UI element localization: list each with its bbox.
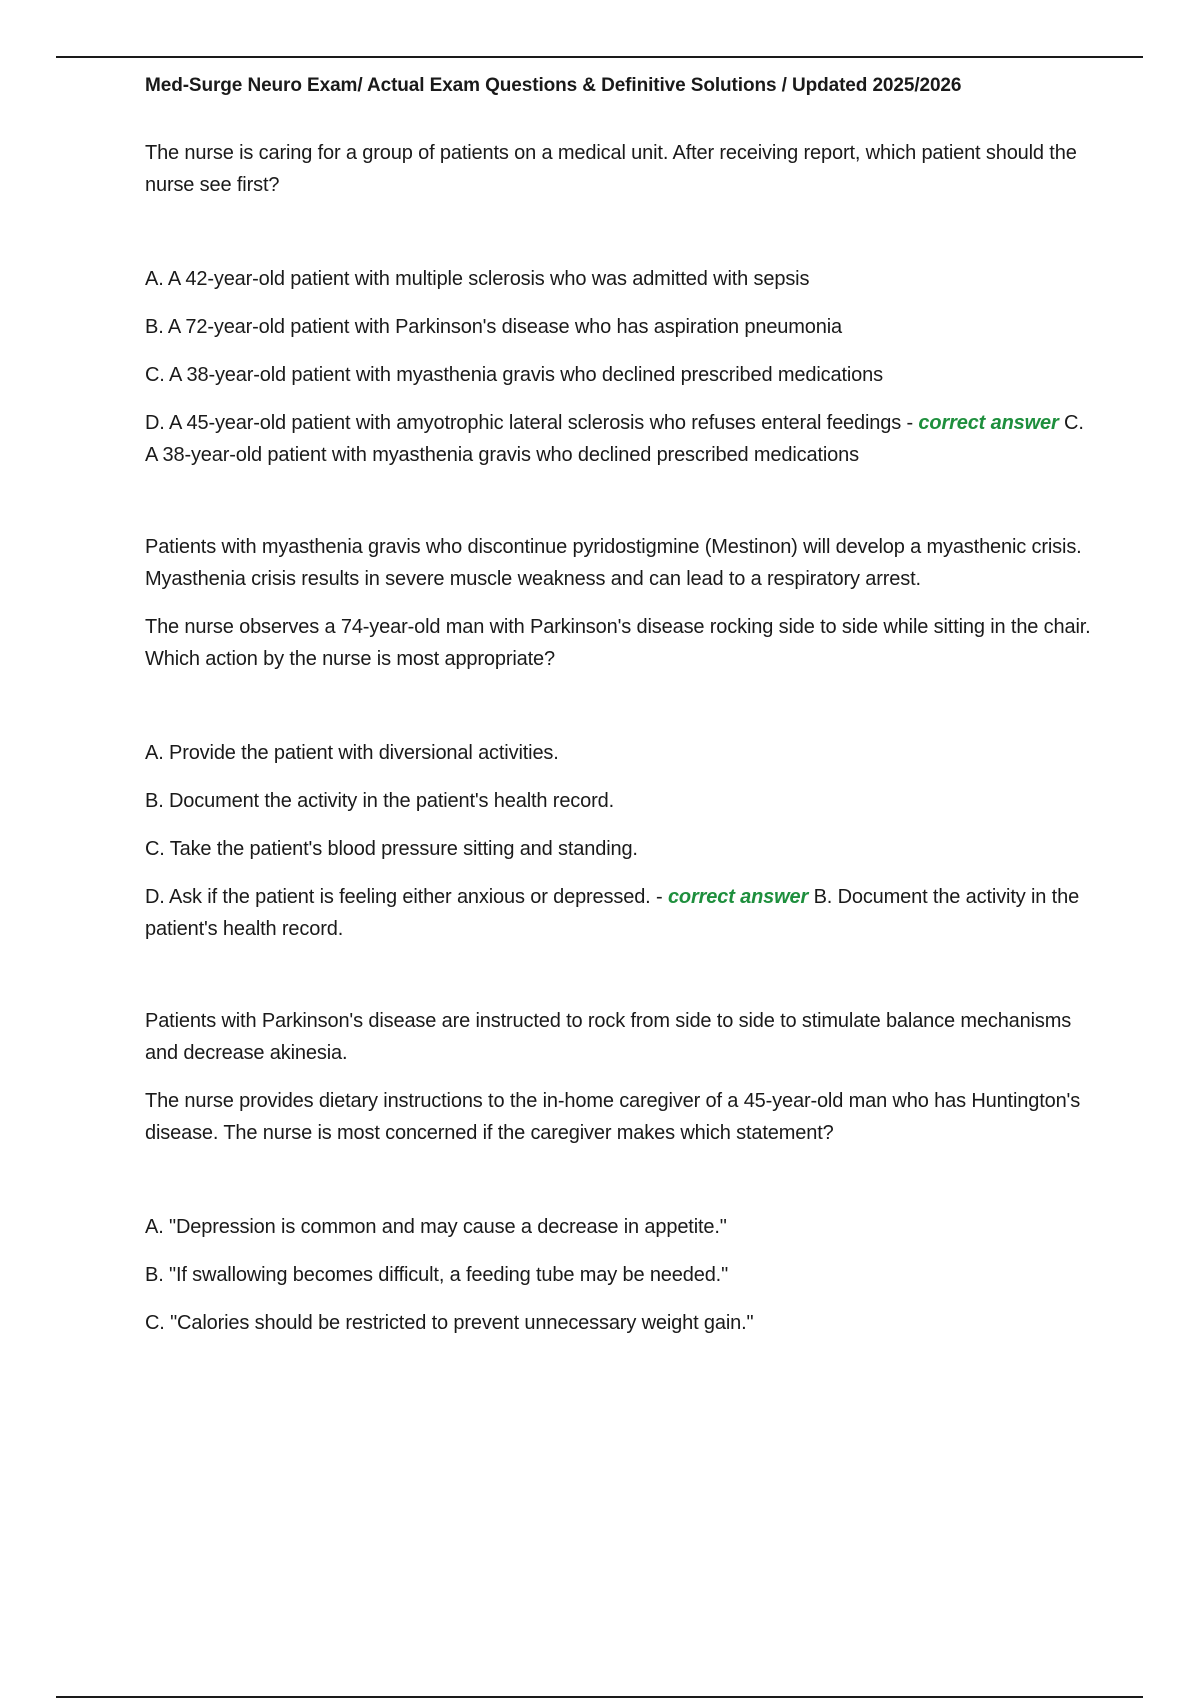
question-2-option-b: B. Document the activity in the patient's health record. bbox=[145, 790, 615, 812]
question-2-option-c: C. Take the patient's blood pressure sitting and standing. bbox=[145, 838, 638, 860]
question-1-rationale: Patients with myasthenia gravis who discontinue pyridostigmine (Mestinon) will develop a myasthenic crisis. Myasthenia crisis results in severe muscle weakness and can lead to a respiratory arrest. bbox=[145, 536, 1082, 590]
document-body bbox=[145, 70, 1093, 1355]
question-1-answer: C. A 38-year-old patient with myasthenia gravis who declined prescribed medications bbox=[145, 412, 1084, 466]
question-2-stem: The nurse observes a 74-year-old man with Parkinson's disease rocking side to side while sitting in the chair. Which action by the nurse is most appropriate? bbox=[145, 616, 1091, 670]
question-3-option-b: B. "If swallowing becomes difficult, a feeding tube may be needed." bbox=[145, 1264, 729, 1286]
question-2-option-d bbox=[145, 881, 1093, 945]
question-1-option-d bbox=[145, 407, 1093, 471]
question-2-option-a: A. Provide the patient with diversional activities. bbox=[145, 742, 559, 764]
question-3-stem: The nurse provides dietary instructions to the in-home caregiver of a 45-year-old man who has Huntington's disease. The nurse is most concerned if the caregiver makes which statement? bbox=[145, 1090, 1081, 1144]
question-1-option-c: C. A 38-year-old patient with myasthenia gravis who declined prescribed medications bbox=[145, 364, 883, 386]
question-3-option-c: C. "Calories should be restricted to prevent unnecessary weight gain." bbox=[145, 1312, 754, 1334]
question-2-option-d-text: D. Ask if the patient is feeling either anxious or depressed. - bbox=[145, 886, 663, 908]
question-1-option-a: A. A 42-year-old patient with multiple sclerosis who was admitted with sepsis bbox=[145, 268, 810, 290]
question-1-stem: The nurse is caring for a group of patients on a medical unit. After receiving report, which patient should the nurse see first? bbox=[145, 142, 1077, 196]
question-2-rationale: Patients with Parkinson's disease are instructed to rock from side to side to stimulate balance mechanisms and decrease akinesia. bbox=[145, 1010, 1072, 1064]
correct-answer-label: correct answer bbox=[918, 412, 1059, 434]
top-rule bbox=[56, 56, 1143, 58]
question-2-answer: B. Document the activity in the patient's health record. bbox=[145, 886, 1080, 940]
bottom-rule bbox=[56, 1696, 1143, 1698]
question-3-option-a: A. "Depression is common and may cause a decrease in appetite." bbox=[145, 1216, 727, 1238]
question-1-option-b: B. A 72-year-old patient with Parkinson's disease who has aspiration pneumonia bbox=[145, 316, 842, 338]
question-1-option-d-text: D. A 45-year-old patient with amyotrophic lateral sclerosis who refuses enteral feedings - bbox=[145, 412, 913, 434]
correct-answer-label: correct answer bbox=[667, 886, 809, 908]
document-header: Med-Surge Neuro Exam/ Actual Exam Questions & Definitive Solutions / Updated 2025/2026 bbox=[145, 75, 962, 96]
